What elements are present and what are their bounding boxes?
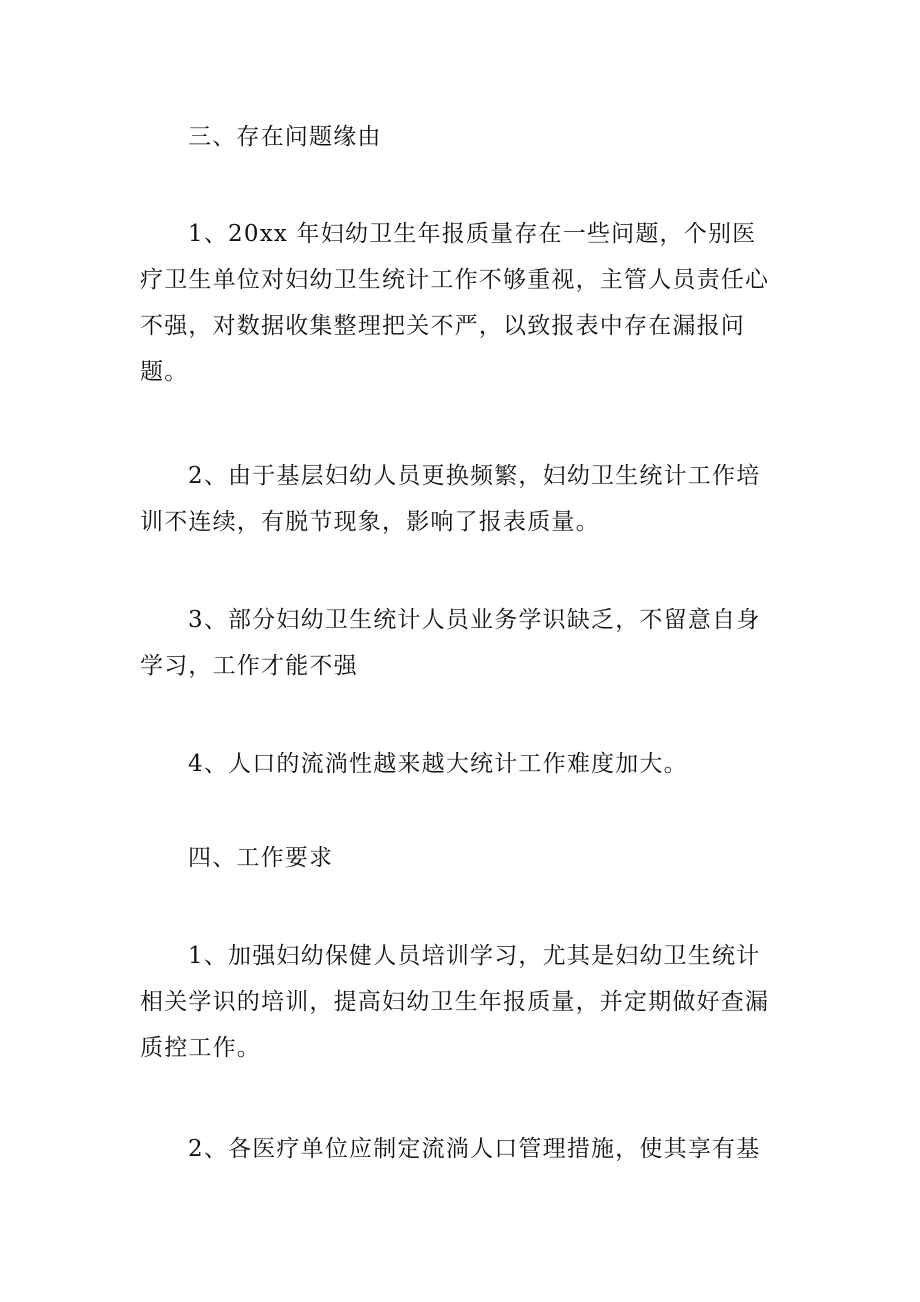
paragraph-problem-3: 3、部分妇幼卫生统计人员业务学识缺乏，不留意自身学习，工作才能不强	[140, 607, 761, 679]
paragraph-problem-4: 4、人口的流淌性越来越大统计工作难度加大。	[188, 751, 688, 777]
section-heading-requirements: 四、工作要求	[188, 845, 334, 871]
paragraph-problem-1: 1、20xx 年妇幼卫生年报质量存在一些问题，个别医疗卫生单位对妇幼卫生统计工作不够重视，主管人员责任心不强，对数据收集整理把关不严，以致报表中存在漏报问题。	[140, 221, 770, 385]
paragraph-problem-2: 2、由于基层妇幼人员更换频繁，妇幼卫生统计工作培训不连续，有脱节现象，影响了报表质量。	[140, 463, 761, 535]
paragraph-requirement-1: 1、加强妇幼保健人员培训学习，尤其是妇幼卫生统计相关学识的培训，提高妇幼卫生年报质量，并定期做好查漏质控工作。	[140, 943, 770, 1061]
paragraph-requirement-2: 2、各医疗单位应制定流淌人口管理措施，使其享有基	[188, 1136, 761, 1162]
section-heading-problems: 三、存在问题缘由	[188, 124, 382, 150]
